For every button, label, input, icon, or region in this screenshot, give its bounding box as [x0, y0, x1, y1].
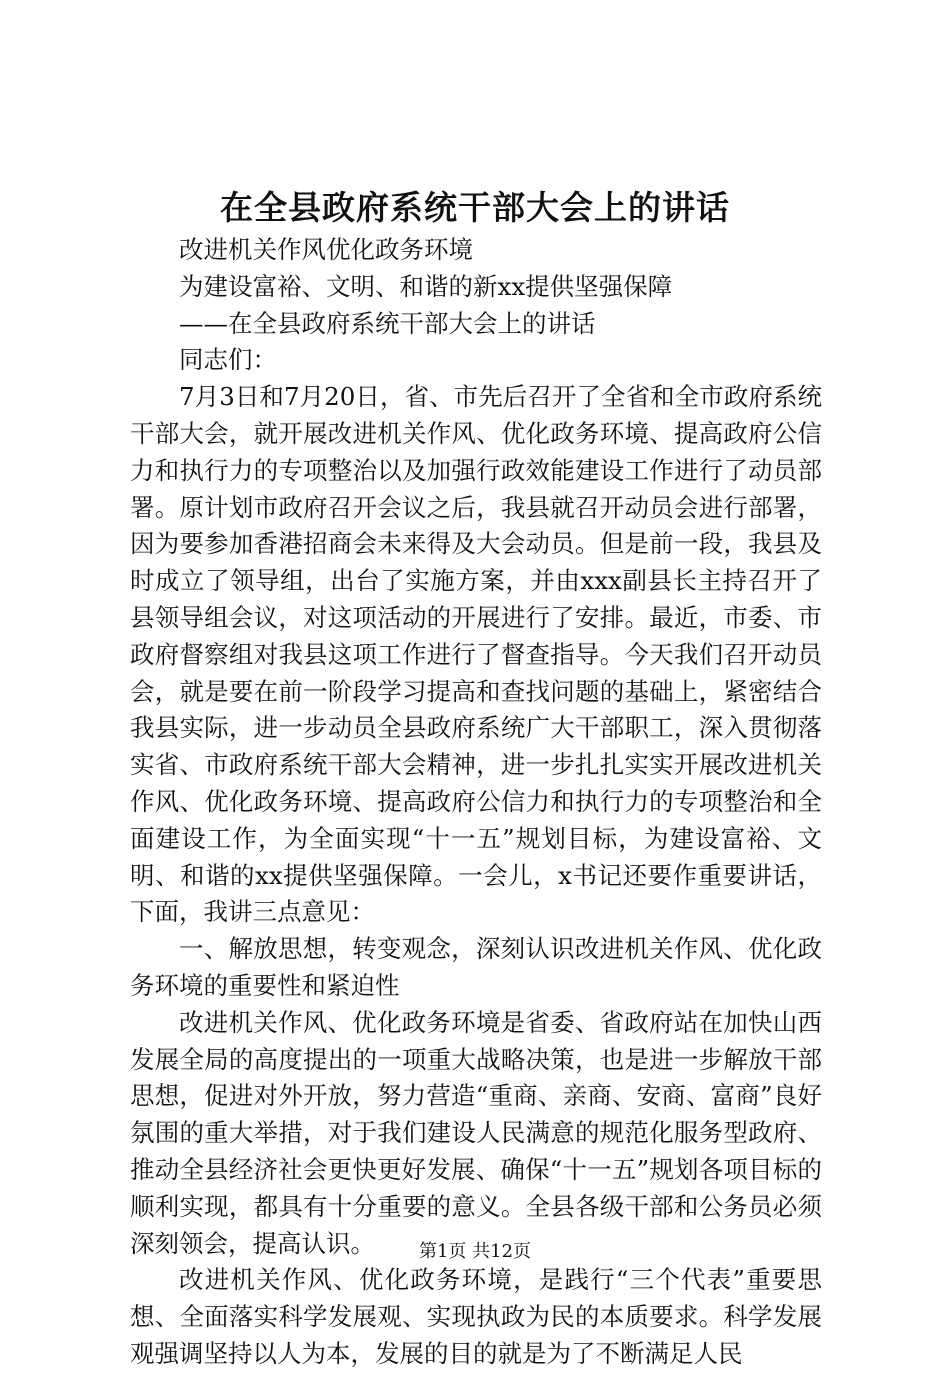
salutation: 同志们： — [179, 345, 277, 375]
body-paragraph: 7月3日和7月20日，省、市先后召开了全省和全市政府系统干部大会，就开展改进机关作风、优化政务环境、提高政府公信力和执行力的专项整治以及加强行政效能建设工作进行了动员部署。原计划市政府召开会议之后，我县就召开动员会进行部署，因为要参加香港招商会未来得及大会动员。但是前一段，我县及时成立了领导组，出台了实施方案，并由xxx副县长主持召开了县领导组会议，对这项活动的开展进行了安排。最近，市委、市政府督察组对我县这项工作进行了督查指导。今天我们召开动员会，就是要在前一阶段学习提高和查找问题的基础上，紧密结合我县实际，进一步动员全县政府系统广大干部职工，深入贯彻落实省、市政府系统干部大会精神，进一步扎扎实实开展改进机关作风、优化政务环境、提高政府公信力和执行力的专项整治和全面建设工作，为全面实现“十一五”规划目标，为建设富裕、文明、和谐的xx提供坚强保障。一会儿，x书记还要作重要讲话，下面，我讲三点意见： — [130, 382, 822, 927]
subtitle-line: ——在全县政府系统干部大会上的讲话 — [179, 308, 596, 338]
document-title: 在全县政府系统干部大会上的讲话 — [220, 188, 730, 227]
page-number: 第1页 共12页 — [418, 1241, 532, 1262]
subtitle-line: 为建设富裕、文明、和谐的新xx提供坚强保障 — [179, 271, 673, 301]
subtitle-line: 改进机关作风优化政务环境 — [179, 235, 473, 264]
body-paragraph: 改进机关作风、优化政务环境是省委、省政府站在加快山西发展全局的高度提出的一项重大战略决策，也是进一步解放干部思想，促进对外开放，努力营造“重商、亲商、安商、富商”良好氛围的重大举措，对于我们建设人民满意的规范化服务型政府、推动全县经济社会更快更好发展、确保“十一五”规划各项目标的顺利实现，都具有十分重要的意义。全县各级干部和公务员必须深刻领会，提高认识。 — [130, 1007, 822, 1258]
section-heading: 一、解放思想，转变观念，深刻认识改进机关作风、优化政务环境的重要性和紧迫性 — [130, 934, 822, 1000]
body-paragraph: 改进机关作风、优化政务环境，是践行“三个代表”重要思想、全面落实科学发展观、实现执政为民的本质要求。科学发展观强调坚持以人为本，发展的目的就是为了不断满足人民 — [130, 1265, 822, 1368]
document-body — [130, 232, 822, 1373]
